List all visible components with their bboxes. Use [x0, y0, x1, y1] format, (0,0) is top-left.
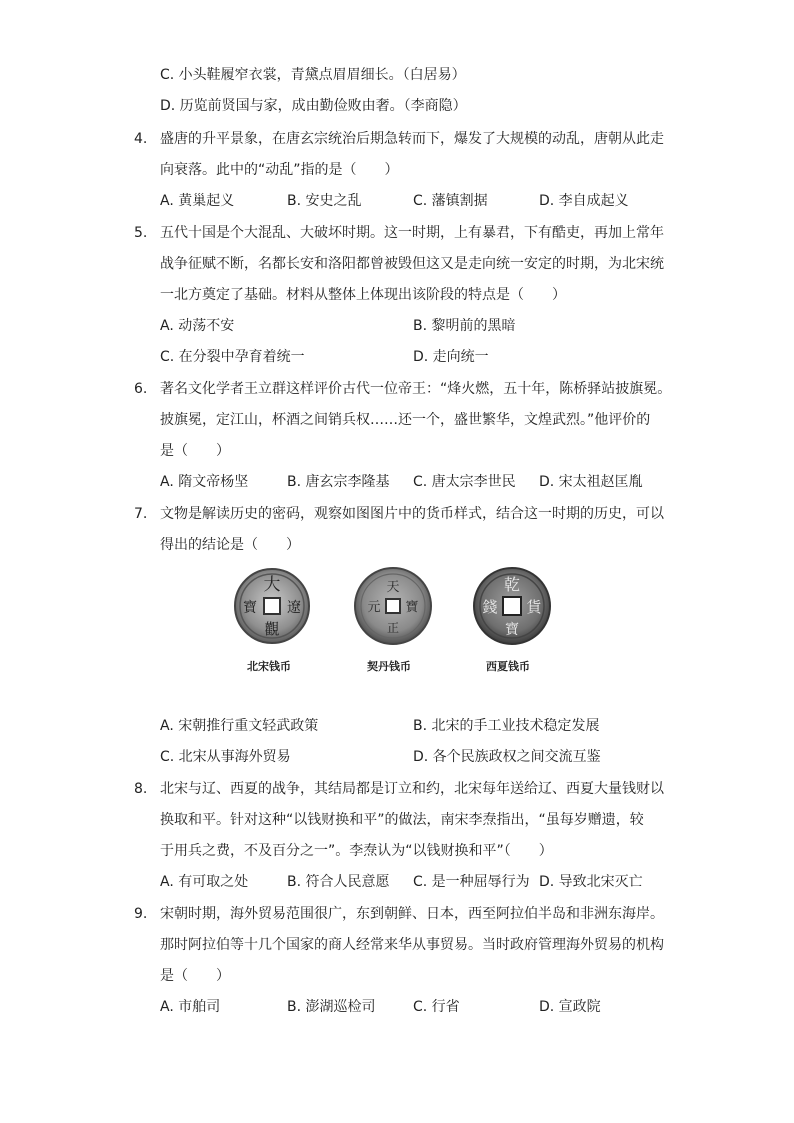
- coin-caption-northern-song: 北宋钱币: [247, 660, 291, 673]
- q4-number: 4.: [134, 131, 148, 147]
- q4-option-a: A. 黄巢起义: [160, 193, 235, 209]
- q5-number: 5.: [134, 225, 148, 241]
- q9-option-c: C. 行省: [413, 999, 460, 1015]
- q3-option-d: D. 历览前贤国与家，成由勤俭败由奢。（李商隐）: [160, 98, 467, 114]
- q9-option-d: D. 宣政院: [539, 999, 601, 1015]
- northern-song-coin: [235, 569, 309, 643]
- q6-stem-line: 是（ ）: [160, 443, 230, 459]
- coin-char: 觀: [264, 620, 280, 638]
- q4-option-d: D. 李自成起义: [539, 193, 629, 209]
- q6-stem-line: 披旗冕，定江山，杯酒之间销兵权……还一个，盛世繁华，文煌武烈。”他评价的: [160, 412, 651, 428]
- western-xia-coin: [474, 568, 550, 644]
- q7-stem-line: 得出的结论是（ ）: [160, 537, 300, 553]
- coin-caption-khitan: 契丹钱币: [367, 660, 411, 673]
- coin-char: 正: [386, 621, 400, 635]
- q6-option-a: A. 隋文帝杨坚: [160, 474, 249, 490]
- q4-option-b: B. 安史之乱: [287, 193, 362, 209]
- q8-stem-line: 换取和平。针对这种“以钱财换和平”的做法，南宋李焘指出，“虽每岁赠遗，较: [160, 812, 644, 828]
- coin-figure: [232, 562, 552, 674]
- coin-char: 寶: [405, 600, 419, 615]
- coin-caption-western-xia: 西夏钱币: [486, 660, 530, 673]
- q4-option-c: C. 藩镇割据: [413, 193, 488, 209]
- q8-stem-line: 于用兵之费，不及百分之一”。李焘认为“以钱财换和平”（ ）: [160, 843, 553, 859]
- q8-option-b: B. 符合人民意愿: [287, 874, 390, 890]
- q5-stem-line: 一北方奠定了基础。材料从整体上体现出该阶段的特点是（ ）: [160, 287, 566, 303]
- q9-option-a: A. 市舶司: [160, 999, 221, 1015]
- q6-option-c: C. 唐太宗李世民: [413, 474, 516, 490]
- q9-option-b: B. 澎湖巡检司: [287, 999, 376, 1015]
- q8-number: 8.: [134, 781, 148, 797]
- q7-option-a: A. 宋朝推行重文轻武政策: [160, 718, 319, 734]
- q7-option-b: B. 北宋的手工业技术稳定发展: [413, 718, 600, 734]
- q4-stem-line: 盛唐的升平景象，在唐玄宗统治后期急转而下，爆发了大规模的动乱，唐朝从此走: [160, 131, 664, 147]
- coin-char: 錢: [482, 598, 498, 616]
- q5-option-c: C. 在分裂中孕育着统一: [160, 349, 305, 365]
- khitan-coin: [355, 568, 431, 644]
- q7-option-d: D. 各个民族政权之间交流互鉴: [413, 749, 601, 765]
- coin-char: 貨: [526, 598, 542, 616]
- coin-char: 寶: [243, 600, 257, 616]
- q8-option-d: D. 导致北宋灭亡: [539, 874, 643, 890]
- q5-option-a: A. 动荡不安: [160, 318, 235, 334]
- coin-images: [232, 562, 552, 674]
- coin-char: 寶: [505, 622, 519, 638]
- coin-char: 元: [367, 600, 381, 615]
- q9-stem-line: 宋朝时期，海外贸易范围很广，东到朝鲜、日本，西至阿拉伯半岛和非洲东海岸。: [160, 906, 664, 922]
- q8-option-a: A. 有可取之处: [160, 874, 249, 890]
- q6-stem-line: 著名文化学者王立群这样评价古代一位帝王：“烽火燃，五十年，陈桥驿站披旗冕。: [160, 381, 672, 397]
- q8-stem-line: 北宋与辽、西夏的战争，其结局都是订立和约，北宋每年送给辽、西夏大量钱财以: [160, 781, 664, 797]
- coin-char: 乾: [503, 575, 521, 594]
- q3-option-c: C. 小头鞋履窄衣裳，青黛点眉眉细长。（白居易）: [160, 67, 466, 83]
- q6-number: 6.: [134, 381, 148, 397]
- q6-option-b: B. 唐玄宗李隆基: [287, 474, 390, 490]
- coin-char: 大: [263, 575, 281, 595]
- coin-char: 遼: [287, 600, 301, 616]
- q7-number: 7.: [134, 506, 148, 522]
- coin-char: 天: [386, 580, 400, 595]
- q9-stem-line: 那时阿拉伯等十几个国家的商人经常来华从事贸易。当时政府管理海外贸易的机构: [160, 937, 664, 953]
- q8-option-c: C. 是一种屈辱行为: [413, 874, 530, 890]
- q5-stem-line: 五代十国是个大混乱、大破坏时期。这一时期，上有暴君，下有酷吏，再加上常年: [160, 225, 664, 241]
- q7-stem-line: 文物是解读历史的密码，观察如图图片中的货币样式，结合这一时期的历史，可以: [160, 506, 664, 522]
- q5-option-d: D. 走向统一: [413, 349, 489, 365]
- q9-number: 9.: [134, 906, 148, 922]
- q6-option-d: D. 宋太祖赵匡胤: [539, 474, 643, 490]
- q5-stem-line: 战争征赋不断，名都长安和洛阳都曾被毁但这又是走向统一安定的时期，为北宋统: [160, 256, 664, 272]
- q5-option-b: B. 黎明前的黑暗: [413, 318, 516, 334]
- q4-stem-line: 向衰落。此中的“动乱”指的是（ ）: [160, 162, 399, 178]
- q7-option-c: C. 北宋从事海外贸易: [160, 749, 291, 765]
- q9-stem-line: 是（ ）: [160, 968, 230, 984]
